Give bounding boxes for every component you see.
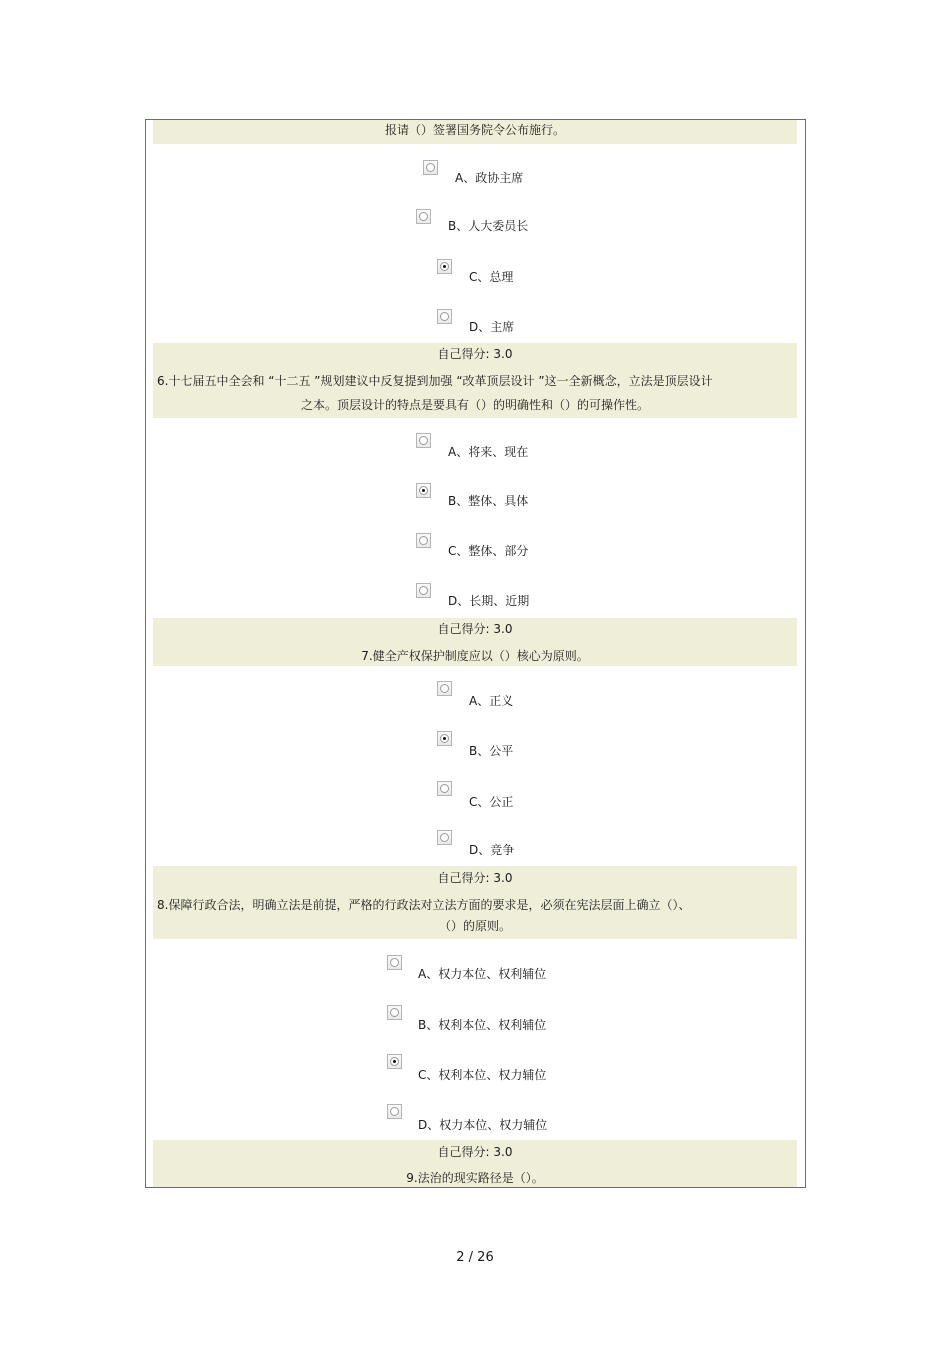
option-q7-d: D、竞争 [469,843,515,857]
radio-q8-c[interactable] [387,1054,402,1069]
option-q8-b: B、权利本位、权利辅位 [418,1018,547,1032]
option-q8-d: D、权力本位、权力辅位 [418,1118,548,1132]
option-q7-b: B、公平 [469,744,514,758]
option-q5-d: D、主席 [469,320,515,334]
option-q8-a: A、权力本位、权利辅位 [418,967,547,981]
radio-q6-d[interactable] [416,583,431,598]
option-q6-a: A、将来、现在 [448,445,529,459]
option-q6-b: B、整体、具体 [448,494,529,508]
option-q6-c: C、整体、部分 [448,544,529,558]
radio-q8-b[interactable] [387,1005,402,1020]
option-q7-c: C、公正 [469,795,514,809]
radio-q7-d[interactable] [437,830,452,845]
option-q5-c: C、总理 [469,270,514,284]
radio-q5-d[interactable] [437,309,452,324]
score-q6: 自己得分: 3.0 [437,622,513,636]
radio-q7-b[interactable] [437,731,452,746]
radio-q5-b[interactable] [416,209,431,224]
question-8-stem-line1: 8.保障行政合法，明确立法是前提，严格的行政法对立法方面的要求是，必须在宪法层面上确立（）、 [157,898,691,912]
score-q5: 自己得分: 3.0 [437,347,513,361]
radio-q8-a[interactable] [387,955,402,970]
page-number: 2 / 26 [456,1250,494,1265]
radio-q5-c[interactable] [437,259,452,274]
radio-q7-c[interactable] [437,781,452,796]
radio-q8-d[interactable] [387,1104,402,1119]
option-q5-b: B、人大委员长 [448,219,529,233]
score-q7: 自己得分: 3.0 [437,871,513,885]
question-8-stem-line2: （）的原则。 [438,919,511,933]
question-9-stem: 9.法治的现实路径是（）。 [406,1171,544,1185]
question-6-stem-line2: 之本。顶层设计的特点是要具有（）的明确性和（）的可操作性。 [300,398,649,412]
score-q8: 自己得分: 3.0 [437,1145,513,1159]
radio-q6-b[interactable] [416,483,431,498]
option-q7-a: A、正义 [469,694,514,708]
radio-q5-a[interactable] [423,160,438,175]
question-5-stem: 报请（）签署国务院令公布施行。 [384,123,565,137]
option-q8-c: C、权利本位、权力辅位 [418,1068,547,1082]
radio-q7-a[interactable] [437,681,452,696]
radio-q6-c[interactable] [416,533,431,548]
option-q6-d: D、长期、近期 [448,594,530,608]
option-q5-a: A、政协主席 [455,171,524,185]
radio-q6-a[interactable] [416,433,431,448]
question-7-stem: 7.健全产权保护制度应以（）核心为原则。 [361,649,589,663]
question-6-stem-line1: 6.十七届五中全会和 “十二五 ”规划建议中反复提到加强 “改革顶层设计 ”这一全新概念，立法是顶层设计 [157,374,713,388]
